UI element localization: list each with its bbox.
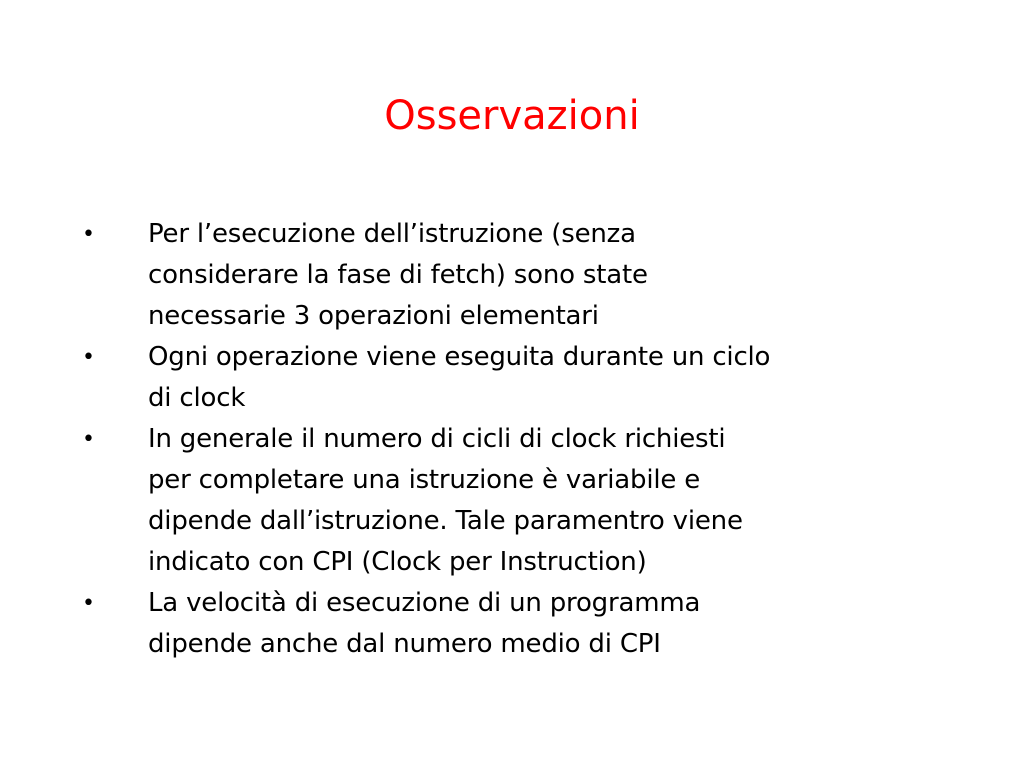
bullet-icon: • (82, 591, 95, 616)
slide-title: Osservazioni (384, 93, 640, 139)
bullet-line: Ogni operazione viene eseguita durante un ciclo (148, 342, 771, 372)
bullet-icon: • (82, 222, 95, 247)
bullet-item (80, 583, 940, 665)
bullet-line: Per l’esecuzione dell’istruzione (senza (148, 219, 636, 249)
bullet-line: considerare la fase di fetch) sono state (148, 260, 648, 290)
bullet-line: dipende dall’istruzione. Tale paramentro viene (148, 506, 743, 536)
bullet-line: per completare una istruzione è variabile e (148, 465, 701, 495)
bullet-item (80, 337, 940, 419)
bullet-line: La velocità di esecuzione di un programma (148, 588, 701, 618)
bullet-line: indicato con CPI (Clock per Instruction) (148, 547, 647, 577)
bullet-line: In generale il numero di cicli di clock richiesti (148, 424, 726, 454)
bullet-line: necessarie 3 operazioni elementari (148, 301, 599, 331)
bullet-line: di clock (148, 383, 246, 413)
bullet-item (80, 214, 940, 337)
bullet-list (80, 214, 940, 665)
bullet-line: dipende anche dal numero medio di CPI (148, 629, 661, 659)
bullet-item (80, 419, 940, 583)
bullet-icon: • (82, 345, 95, 370)
bullet-icon: • (82, 427, 95, 452)
